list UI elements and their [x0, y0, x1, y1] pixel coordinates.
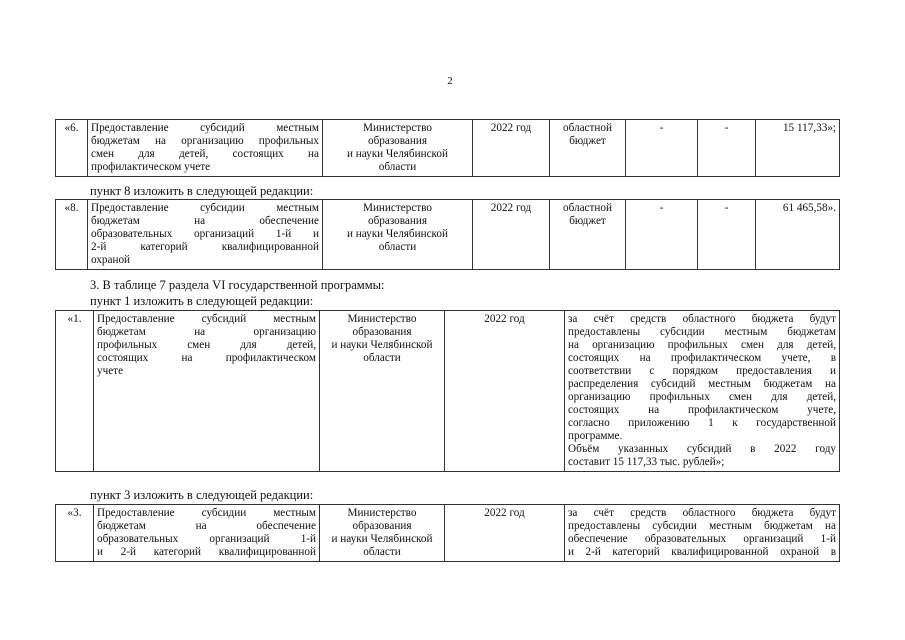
table-row [56, 120, 840, 177]
table-row [56, 311, 840, 472]
amount-cell: 61 465,58». [756, 200, 840, 270]
empty-dash: - [698, 200, 756, 270]
table-row [56, 200, 840, 270]
row-number: «8. [56, 200, 88, 270]
description-cell: за счёт средств областного бюджета будут предоставлены субсидии местным бюджетам на организацию профильных смен для детей, состоящих на профилактическом учете, в соответствии с порядком предоставления и распределения субсидий местным бюджетам на организацию профильных смен для детей, состоящих на профилактическом учете, согласно приложению 1 к государственной программе. Объём указанных субсидий в 2022 году составит 15 117,33 тыс. рублей»; [565, 311, 840, 472]
description-cell: за счёт средств областного бюджета будут предоставлены субсидии местным бюджетам на обеспечение образовательных организаций 1-й и 2-й категорий квалифицированной охраной в [565, 505, 840, 562]
year-cell: 2022 год [445, 311, 565, 472]
program-table-7-item-3 [55, 504, 840, 562]
year-cell: 2022 год [445, 505, 565, 562]
table-row [56, 505, 840, 562]
responsible-executor: Министерство образования и науки Челябинской области [320, 505, 445, 562]
row-number: «3. [56, 505, 94, 562]
program-table-item-6 [55, 119, 840, 177]
measure-name: Предоставление субсидий местным бюджетам на организацию профильных смен для детей, состоящих на профилактическом учете [94, 311, 320, 472]
program-table-item-8 [55, 199, 840, 270]
section-heading: 3. В таблице 7 раздела VI государственной программы: [90, 278, 385, 292]
measure-name: Предоставление субсидии местным бюджетам на обеспечение образовательных организаций 1-й и 2-й категорий квалифицированной охраной [88, 200, 323, 270]
program-table-7-item-1 [55, 310, 840, 472]
section-heading: пункт 8 изложить в следующей редакции: [90, 184, 314, 198]
responsible-executor: Министерство образования и науки Челябинской области [323, 120, 473, 177]
responsible-executor: Министерство образования и науки Челябинской области [323, 200, 473, 270]
section-heading: пункт 1 изложить в следующей редакции: [90, 294, 314, 308]
empty-dash: - [698, 120, 756, 177]
funding-source: областной бюджет [550, 120, 626, 177]
row-number: «1. [56, 311, 94, 472]
empty-dash: - [626, 200, 698, 270]
measure-name: Предоставление субсидии местным бюджетам на обеспечение образовательных организаций 1-й и 2-й категорий квалифицированной [94, 505, 320, 562]
amount-cell: 15 117,33»; [756, 120, 840, 177]
measure-name: Предоставление субсидий местным бюджетам на организацию профильных смен для детей, состоящих на профилактическом учете [88, 120, 323, 177]
year-cell: 2022 год [473, 200, 550, 270]
section-heading: пункт 3 изложить в следующей редакции: [90, 488, 314, 502]
row-number: «6. [56, 120, 88, 177]
year-cell: 2022 год [473, 120, 550, 177]
empty-dash: - [626, 120, 698, 177]
page-number: 2 [447, 75, 453, 87]
funding-source: областной бюджет [550, 200, 626, 270]
responsible-executor: Министерство образования и науки Челябинской области [320, 311, 445, 472]
